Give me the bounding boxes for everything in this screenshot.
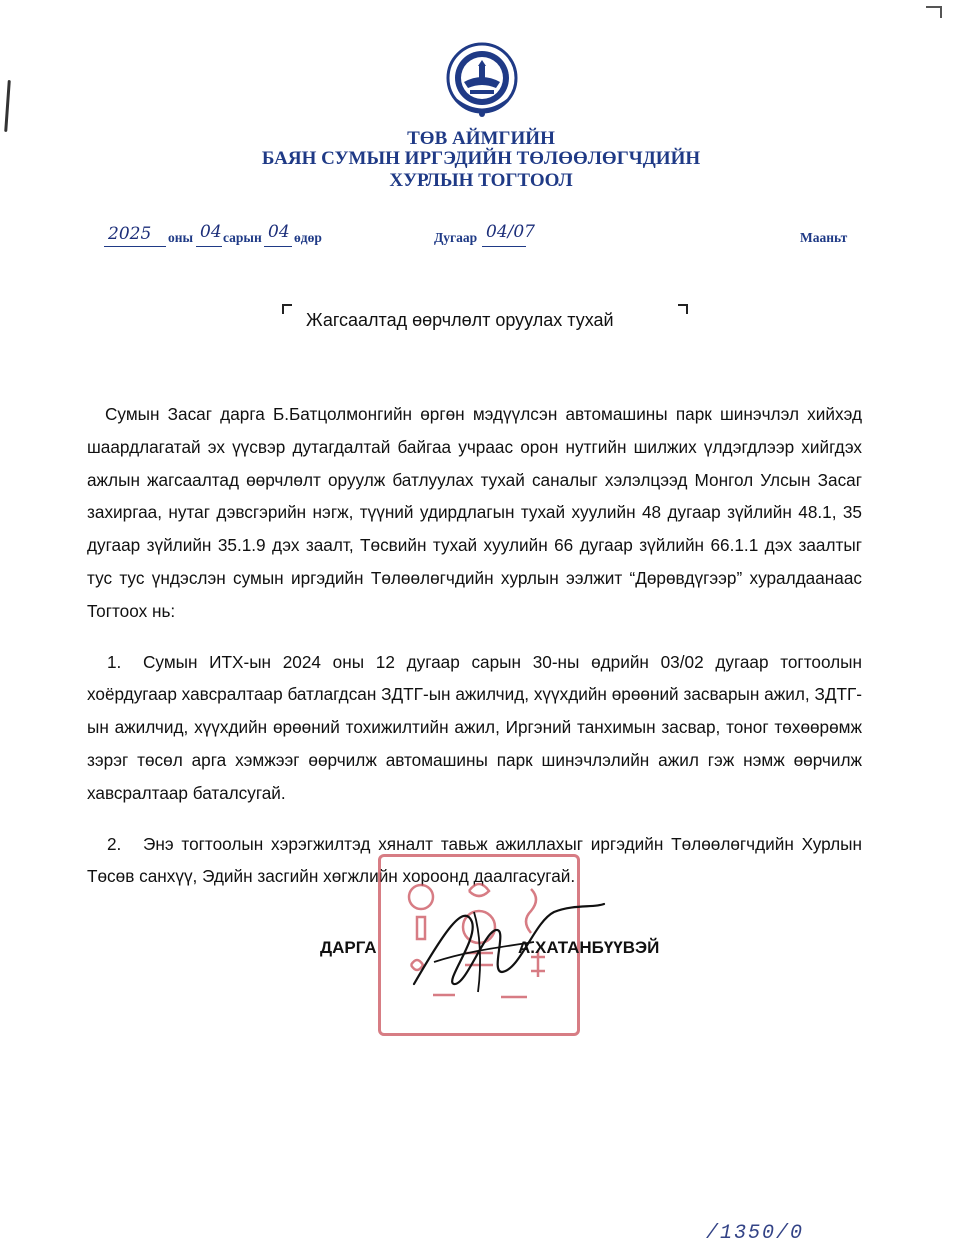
- header-line-resolution: ХУРЛЫН ТОГТООЛ: [389, 170, 573, 191]
- signatory-title: ДАРГА: [320, 938, 377, 957]
- scan-edge-mark: [4, 80, 11, 132]
- date-month: 04: [200, 222, 222, 242]
- resolution-body: [87, 398, 862, 893]
- subject-bracket-left: [282, 304, 292, 314]
- preamble-paragraph: Сумын Засаг дарга Б.Батцолмонгийн өргөн мэдүүлсэн автомашины парк шинэчлэл хийхэд шаардлагатай эх үүсвэр дутагдалтай байгаа учраас орон нутгийн шилжих үлдэгдлээр хийгдэх ажлын жагсаалтад өөрчлөлт оруулж батлуулах тухай саналыг хэлэлцээд Монгол Улсын Засаг захиргаа, нутаг дэвсгэрийн нэгж, түүний удирдлагын тухай хуулийн 48 дугаар зүйлийн 48.1, 35 дугаар зүйлийн 35.1.9 дэх заалт, Төсвийн тухай хуулийн 66 дугаар зүйлийн 66.1.1 дэх заалтыг тус тус үндэслэн сумын иргэдийн Төлөөлөгчдийн хурлын ээлжит “Дөрөвдүгээр” хуралдаанаас Тогтоох нь:: [87, 404, 862, 621]
- date-year-suffix: оны: [168, 230, 194, 245]
- scan-corner-mark: [926, 6, 942, 18]
- state-emblem-icon: [442, 40, 522, 120]
- resolution-item: [87, 646, 862, 810]
- number-label: Дугаар: [434, 230, 478, 245]
- date-day: 04: [268, 222, 290, 242]
- registry-number-stamp: /1350/0: [706, 1222, 805, 1245]
- date-month-suffix: сарын: [223, 230, 262, 245]
- item-number: 1.: [107, 651, 122, 672]
- header-line-aimag: ТӨВ АЙМГИЙН: [407, 128, 555, 149]
- item-text: Сумын ИТХ-ын 2024 оны 12 дугаар сарын 30-ны өдрийн 03/02 дугаар тогтоолын хоёрдугаар хавсралтаар батлагдсан ЗДТГ-ын ажилчид, хүүхдийн өрөөний засварын ажил, ЗДТГ-ын ажилчид, хүүхдийн өрөөний тохижилтийн ажил, Иргэний танхимын засвар, тоног төхөөрөмж зэрэг төсөл арга хэмжээг өөрчилж автомашины парк шинэчлэлийн ажил гэж нэмж өөрчилж хавсралтаар баталсугай.: [87, 651, 862, 803]
- signatory-name: А.ХАТАНБҮҮВЭЙ: [518, 938, 660, 957]
- place-name: Мааньт: [800, 230, 848, 245]
- resolution-meta-line: [0, 222, 954, 252]
- item-text: Энэ тогтоолын хэрэгжилтэд хяналт тавьж ажиллахыг иргэдийн Төлөөлөгчдийн Хурлын Төсөв санхүү, Эдийн засгийн хөгжлийн хороонд даалгасугай.: [87, 833, 862, 887]
- subject-bracket-right: [678, 304, 688, 314]
- subject-text: Жагсаалтад өөрчлөлт оруулах тухай: [306, 310, 614, 330]
- date-year: 2025: [108, 224, 152, 244]
- item-number: 2.: [107, 833, 122, 854]
- header-line-council: БАЯН СУМЫН ИРГЭДИЙН ТӨЛӨӨЛӨГЧДИЙН: [261, 148, 701, 169]
- date-day-suffix: өдөр: [294, 230, 322, 245]
- handwritten-signature: [404, 892, 614, 1002]
- resolution-number: 04/07: [486, 222, 535, 242]
